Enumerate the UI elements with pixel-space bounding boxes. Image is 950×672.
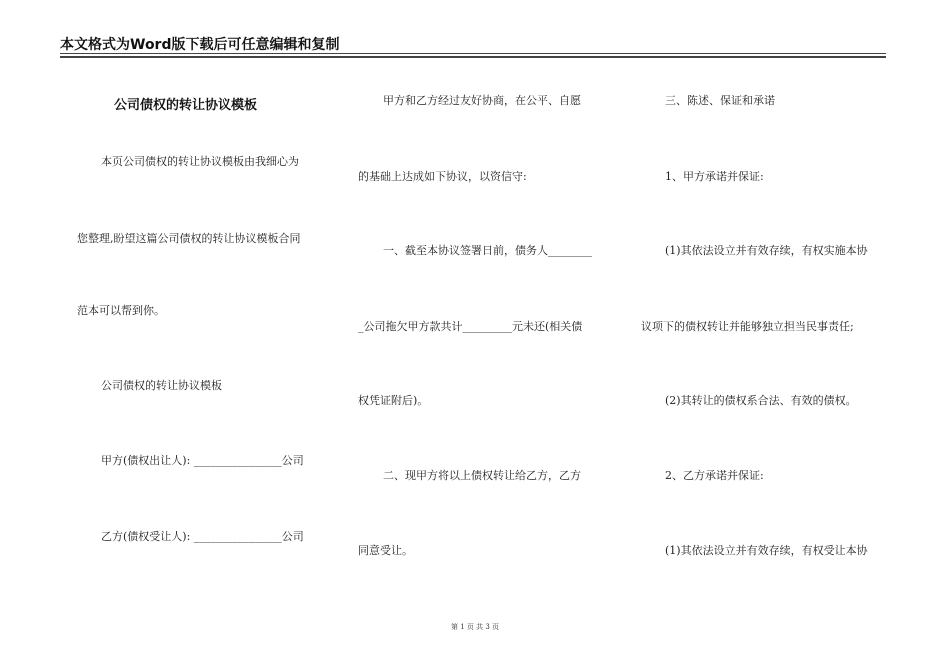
clause-line: 一、截至本协议签署日前，债务人________ bbox=[383, 244, 592, 257]
clause-line: 2、乙方承诺并保证: bbox=[665, 469, 764, 482]
clause-line: 二、现甲方将以上债权转让给乙方，乙方 bbox=[383, 469, 581, 482]
page-footer: 第 1 页 共 3 页 bbox=[450, 623, 500, 631]
paragraph-line: 公司债权的转让协议模板 bbox=[101, 379, 222, 392]
document-title: 公司债权的转让协议模板 bbox=[114, 98, 258, 113]
clause-line: (2)其转让的债权系合法、有效的债权。 bbox=[665, 394, 857, 407]
header-divider bbox=[60, 53, 886, 54]
party-a-line: 甲方(债权出让人): ________________公司 bbox=[101, 454, 304, 467]
clause-line: (1)其依法设立并有效存续，有权受让本协 bbox=[665, 544, 868, 557]
header-title: 本文格式为Word版下载后可任意编辑和复制 bbox=[60, 37, 340, 53]
clause-line: 同意受让。 bbox=[358, 544, 413, 557]
party-b-line: 乙方(债权受让人): ________________公司 bbox=[101, 530, 304, 543]
paragraph-line: 范本可以帮到你。 bbox=[77, 304, 165, 317]
clause-line: 权凭证附后)。 bbox=[358, 394, 429, 407]
clause-line: _公司拖欠甲方款共计_________元未还(相关债 bbox=[358, 320, 583, 333]
clause-line: (1)其依法设立并有效存续，有权实施本协 bbox=[665, 244, 868, 257]
paragraph-line: 您整理,盼望这篇公司债权的转让协议模板合同 bbox=[77, 232, 301, 245]
paragraph-line: 本页公司债权的转让协议模板由我细心为 bbox=[101, 155, 299, 168]
clause-line: 1、甲方承诺并保证: bbox=[665, 170, 764, 183]
paragraph-line: 甲方和乙方经过友好协商，在公平、自愿 bbox=[383, 94, 581, 107]
paragraph-line: 的基础上达成如下协议，以资信守: bbox=[358, 170, 527, 183]
section-heading: 三、陈述、保证和承诺 bbox=[665, 94, 775, 107]
header-divider-thick bbox=[60, 56, 886, 58]
clause-line: 议项下的债权转让并能够独立担当民事责任; bbox=[641, 320, 854, 333]
